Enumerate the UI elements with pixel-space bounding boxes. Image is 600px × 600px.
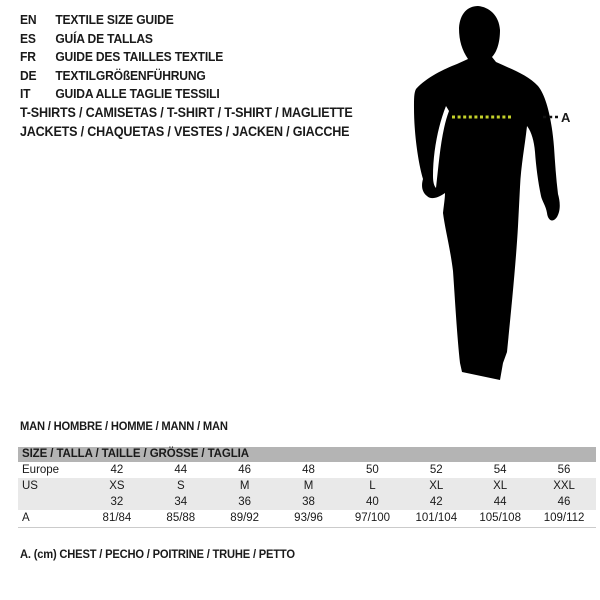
cell: 89/92 <box>230 512 260 524</box>
cell: XS <box>109 480 125 492</box>
language-label: GUÍA DE TALLAS <box>55 30 153 46</box>
table-row-us <box>18 478 596 494</box>
size-table-header: SIZE / TALLA / TAILLE / GRÖSSE / TAGLIA <box>18 447 596 462</box>
section-title-man: MAN / HOMBRE / HOMME / MANN / MAN <box>20 419 228 433</box>
language-code: IT <box>20 86 31 102</box>
cell: 40 <box>366 496 379 508</box>
cell: 46 <box>238 464 252 476</box>
cell: L <box>369 480 376 492</box>
cell: 44 <box>493 496 507 508</box>
cell: S <box>176 480 185 492</box>
language-label: GUIDA ALLE TAGLIE TESSILI <box>55 86 220 102</box>
cell: M <box>303 480 314 492</box>
cell: XXL <box>553 480 575 492</box>
cell: M <box>239 480 250 492</box>
cell: 38 <box>302 496 315 508</box>
language-code: ES <box>20 30 36 46</box>
cell: 105/108 <box>479 512 521 524</box>
figure-block <box>400 0 600 410</box>
cell: 54 <box>493 464 507 476</box>
measure-label-a: A <box>561 110 571 125</box>
cell: 48 <box>302 464 315 476</box>
row-label <box>18 494 85 511</box>
language-row <box>20 11 223 30</box>
cell: 50 <box>366 464 379 476</box>
cell: 42 <box>429 496 443 508</box>
man-silhouette <box>414 6 560 380</box>
cell: 97/100 <box>354 512 391 524</box>
language-code: FR <box>20 49 36 65</box>
cell: 56 <box>557 464 571 476</box>
language-code: EN <box>20 12 37 27</box>
language-code: DE <box>20 67 37 83</box>
table-row-numeric <box>18 494 596 510</box>
cell: XL <box>429 480 444 492</box>
language-label: TEXTILGRÖßENFÜHRUNG <box>55 67 206 83</box>
cell: 101/104 <box>415 512 458 524</box>
cell: 42 <box>110 464 124 476</box>
cell: 85/88 <box>166 512 196 524</box>
language-row <box>20 48 223 67</box>
language-row <box>20 67 223 86</box>
row-label: US <box>22 480 38 492</box>
measurement-footnote: A. (cm) CHEST / PECHO / POITRINE / TRUHE / PETTO <box>20 547 295 561</box>
product-line-tshirts: T-SHIRTS / CAMISETAS / T-SHIRT / T-SHIRT / MAGLIETTE <box>20 105 353 120</box>
table-row-chest-a <box>18 510 596 528</box>
cell: 32 <box>110 496 124 508</box>
language-row <box>20 85 223 104</box>
language-label: TEXTILE SIZE GUIDE <box>55 12 174 27</box>
product-line-jackets: JACKETS / CHAQUETAS / VESTES / JACKEN / GIACCHE <box>20 123 350 139</box>
language-label: GUIDE DES TAILLES TEXTILE <box>55 49 224 65</box>
product-category-lines <box>20 104 353 141</box>
table-row-europe <box>18 462 596 478</box>
cell: 44 <box>174 464 188 476</box>
language-list <box>20 11 223 104</box>
cell: 34 <box>174 496 188 508</box>
cell: 109/112 <box>543 512 585 524</box>
row-label: A <box>22 512 30 524</box>
cell: 81/84 <box>102 512 132 524</box>
language-row <box>20 30 223 49</box>
cell: 46 <box>557 496 571 508</box>
cell: 52 <box>429 464 443 476</box>
size-table <box>18 447 596 528</box>
cell: 36 <box>238 496 252 508</box>
cell: 93/96 <box>294 512 323 524</box>
man-silhouette-figure <box>400 0 600 410</box>
row-label: Europe <box>22 464 60 476</box>
cell: XL <box>493 480 508 492</box>
